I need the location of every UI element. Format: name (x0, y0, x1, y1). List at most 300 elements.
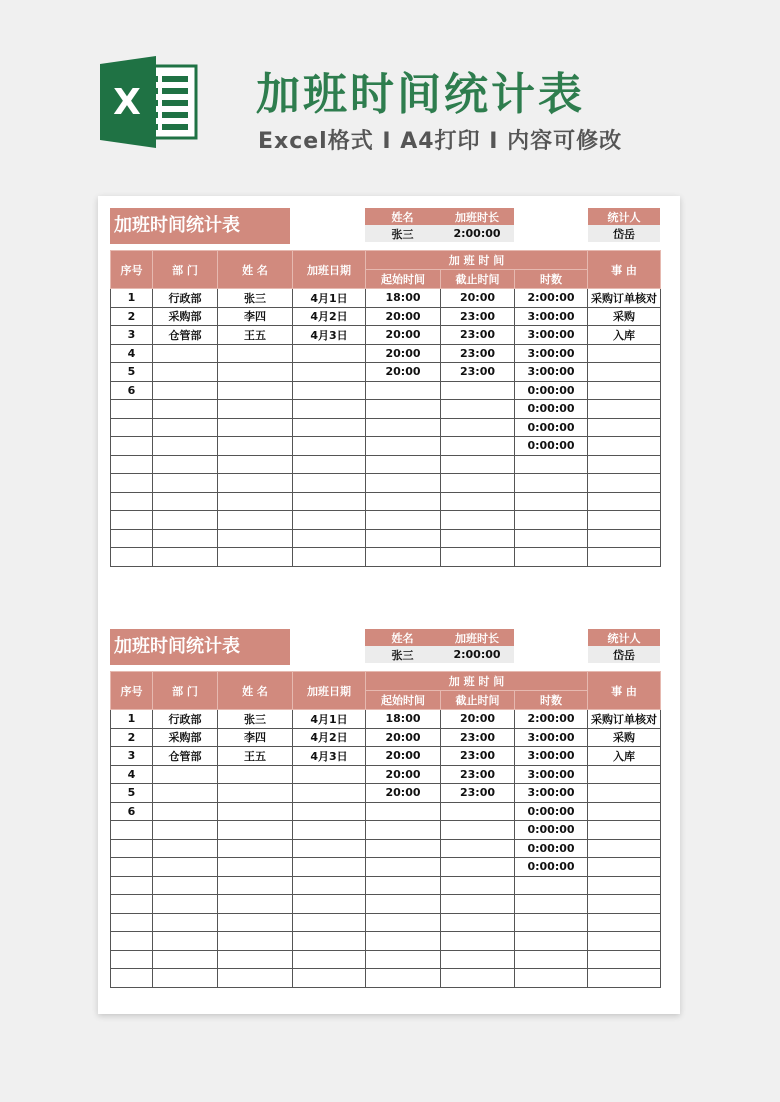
cell-name[interactable] (218, 548, 293, 567)
cell-start[interactable] (366, 548, 441, 567)
cell-seq[interactable] (111, 492, 153, 511)
cell-end[interactable]: 23:00 (441, 326, 515, 345)
cell-name[interactable] (218, 950, 293, 969)
cell-reason[interactable] (588, 418, 661, 437)
col-header-seq: 序号 (111, 672, 153, 710)
cell-start[interactable]: 20:00 (366, 307, 441, 326)
cell-date[interactable] (293, 895, 366, 914)
cell-reason[interactable] (588, 784, 661, 803)
cell-dept[interactable] (153, 950, 218, 969)
table-row (111, 326, 661, 345)
cell-name[interactable] (218, 455, 293, 474)
cell-dept[interactable] (153, 474, 218, 493)
cell-hours[interactable]: 0:00:00 (515, 437, 588, 456)
cell-name[interactable] (218, 876, 293, 895)
cell-reason[interactable] (588, 400, 661, 419)
cell-date[interactable] (293, 969, 366, 988)
cell-dept[interactable] (153, 821, 218, 840)
cell-reason[interactable]: 采购订单核对 (588, 710, 661, 729)
cell-hours[interactable]: 0:00:00 (515, 821, 588, 840)
cell-name[interactable] (218, 969, 293, 988)
table-row (111, 418, 661, 437)
cell-start[interactable] (366, 839, 441, 858)
cell-reason[interactable] (588, 821, 661, 840)
cell-name[interactable] (218, 858, 293, 877)
cell-hours[interactable] (515, 529, 588, 548)
cell-date[interactable]: 4月3日 (293, 747, 366, 766)
cell-date[interactable] (293, 529, 366, 548)
cell-start[interactable]: 18:00 (366, 710, 441, 729)
cell-date[interactable] (293, 381, 366, 400)
cell-reason[interactable] (588, 802, 661, 821)
cell-start[interactable] (366, 381, 441, 400)
cell-reason[interactable] (588, 492, 661, 511)
cell-name[interactable] (218, 529, 293, 548)
overtime-table (110, 250, 661, 567)
info-value-stat-person[interactable]: 岱岳 (588, 646, 660, 663)
cell-reason[interactable] (588, 932, 661, 951)
cell-name[interactable] (218, 784, 293, 803)
cell-dept[interactable] (153, 765, 218, 784)
cell-name[interactable]: 王五 (218, 747, 293, 766)
cell-hours[interactable]: 3:00:00 (515, 363, 588, 382)
cell-date[interactable] (293, 492, 366, 511)
cell-date[interactable] (293, 821, 366, 840)
cell-dept[interactable] (153, 529, 218, 548)
table-row (111, 289, 661, 308)
info-name-duration (365, 629, 514, 663)
col-header-overtime: 加 班 时 间 (366, 672, 588, 691)
cell-start[interactable]: 20:00 (366, 765, 441, 784)
cell-end[interactable] (441, 802, 515, 821)
cell-seq[interactable]: 3 (111, 747, 153, 766)
cell-end[interactable]: 23:00 (441, 784, 515, 803)
cell-start[interactable] (366, 932, 441, 951)
col-header-reason: 事 由 (588, 251, 661, 289)
cell-reason[interactable] (588, 474, 661, 493)
cell-seq[interactable] (111, 839, 153, 858)
cell-start[interactable] (366, 802, 441, 821)
cell-date[interactable]: 4月2日 (293, 307, 366, 326)
cell-start[interactable] (366, 876, 441, 895)
info-value-name[interactable]: 张三 (365, 646, 440, 663)
cell-seq[interactable] (111, 858, 153, 877)
cell-start[interactable]: 20:00 (366, 344, 441, 363)
cell-date[interactable] (293, 932, 366, 951)
cell-start[interactable]: 20:00 (366, 326, 441, 345)
cell-reason[interactable] (588, 765, 661, 784)
table-row (111, 932, 661, 951)
info-value-stat-person[interactable]: 岱岳 (588, 225, 660, 242)
cell-reason[interactable]: 采购订单核对 (588, 289, 661, 308)
col-header-dept: 部 门 (153, 672, 218, 710)
cell-hours[interactable]: 3:00:00 (515, 307, 588, 326)
cell-dept[interactable] (153, 344, 218, 363)
cell-end[interactable]: 23:00 (441, 307, 515, 326)
cell-dept[interactable] (153, 400, 218, 419)
cell-name[interactable] (218, 437, 293, 456)
cell-name[interactable] (218, 400, 293, 419)
cell-seq[interactable] (111, 821, 153, 840)
cell-date[interactable] (293, 400, 366, 419)
cell-end[interactable] (441, 474, 515, 493)
cell-end[interactable]: 20:00 (441, 289, 515, 308)
cell-end[interactable] (441, 821, 515, 840)
cell-dept[interactable] (153, 492, 218, 511)
overtime-form-2 (110, 617, 660, 977)
cell-seq[interactable] (111, 529, 153, 548)
cell-name[interactable] (218, 802, 293, 821)
cell-dept[interactable] (153, 858, 218, 877)
cell-dept[interactable]: 仓管部 (153, 326, 218, 345)
cell-reason[interactable]: 采购 (588, 728, 661, 747)
cell-seq[interactable] (111, 548, 153, 567)
cell-hours[interactable]: 0:00:00 (515, 418, 588, 437)
cell-start[interactable]: 20:00 (366, 747, 441, 766)
cell-end[interactable] (441, 548, 515, 567)
cell-reason[interactable] (588, 913, 661, 932)
table-row (111, 710, 661, 729)
col-header-start: 起始时间 (366, 270, 441, 289)
cell-dept[interactable] (153, 913, 218, 932)
cell-dept[interactable] (153, 932, 218, 951)
cell-name[interactable] (218, 511, 293, 530)
cell-start[interactable] (366, 950, 441, 969)
cell-name[interactable]: 张三 (218, 710, 293, 729)
cell-dept[interactable] (153, 363, 218, 382)
cell-seq[interactable]: 5 (111, 363, 153, 382)
cell-hours[interactable]: 2:00:00 (515, 710, 588, 729)
table-row (111, 492, 661, 511)
cell-date[interactable] (293, 858, 366, 877)
cell-seq[interactable]: 4 (111, 765, 153, 784)
cell-date[interactable] (293, 344, 366, 363)
cell-hours[interactable]: 0:00:00 (515, 858, 588, 877)
info-value-duration[interactable]: 2:00:00 (440, 225, 514, 242)
info-label-stat-person: 统计人 (588, 208, 660, 225)
cell-hours[interactable]: 3:00:00 (515, 784, 588, 803)
cell-start[interactable] (366, 400, 441, 419)
cell-start[interactable] (366, 455, 441, 474)
cell-end[interactable]: 23:00 (441, 728, 515, 747)
cell-dept[interactable] (153, 895, 218, 914)
cell-name[interactable] (218, 895, 293, 914)
cell-end[interactable]: 23:00 (441, 363, 515, 382)
cell-date[interactable] (293, 455, 366, 474)
cell-hours[interactable]: 0:00:00 (515, 400, 588, 419)
cell-reason[interactable]: 采购 (588, 307, 661, 326)
table-row (111, 858, 661, 877)
cell-hours[interactable]: 0:00:00 (515, 802, 588, 821)
cell-hours[interactable] (515, 932, 588, 951)
table-row (111, 950, 661, 969)
cell-dept[interactable] (153, 381, 218, 400)
cell-start[interactable] (366, 437, 441, 456)
cell-name[interactable]: 王五 (218, 326, 293, 345)
table-row (111, 363, 661, 382)
cell-dept[interactable] (153, 802, 218, 821)
cell-date[interactable] (293, 363, 366, 382)
cell-end[interactable] (441, 858, 515, 877)
cell-hours[interactable]: 3:00:00 (515, 747, 588, 766)
table-row (111, 765, 661, 784)
cell-hours[interactable] (515, 511, 588, 530)
cell-reason[interactable]: 入库 (588, 747, 661, 766)
table-row (111, 344, 661, 363)
cell-reason[interactable] (588, 895, 661, 914)
cell-end[interactable] (441, 895, 515, 914)
cell-hours[interactable] (515, 913, 588, 932)
cell-reason[interactable] (588, 876, 661, 895)
cell-seq[interactable] (111, 895, 153, 914)
col-header-reason: 事 由 (588, 672, 661, 710)
cell-seq[interactable]: 1 (111, 710, 153, 729)
cell-start[interactable] (366, 492, 441, 511)
cell-dept[interactable]: 仓管部 (153, 747, 218, 766)
cell-hours[interactable]: 3:00:00 (515, 728, 588, 747)
table-row (111, 821, 661, 840)
col-header-seq: 序号 (111, 251, 153, 289)
info-label-name: 姓名 (365, 208, 440, 225)
table-row (111, 511, 661, 530)
cell-seq[interactable] (111, 950, 153, 969)
cell-end[interactable]: 20:00 (441, 710, 515, 729)
cell-start[interactable] (366, 474, 441, 493)
cell-end[interactable] (441, 839, 515, 858)
info-label-stat-person: 统计人 (588, 629, 660, 646)
excel-logo-icon (100, 56, 200, 148)
cell-name[interactable] (218, 418, 293, 437)
cell-reason[interactable] (588, 548, 661, 567)
cell-seq[interactable] (111, 474, 153, 493)
cell-name[interactable] (218, 492, 293, 511)
cell-start[interactable] (366, 511, 441, 530)
cell-reason[interactable] (588, 437, 661, 456)
cell-seq[interactable] (111, 913, 153, 932)
document-sheet (98, 196, 680, 1014)
cell-end[interactable] (441, 876, 515, 895)
cell-start[interactable]: 20:00 (366, 728, 441, 747)
info-value-duration[interactable]: 2:00:00 (440, 646, 514, 663)
cell-end[interactable] (441, 913, 515, 932)
cell-seq[interactable] (111, 455, 153, 474)
cell-end[interactable]: 23:00 (441, 765, 515, 784)
cell-hours[interactable]: 3:00:00 (515, 765, 588, 784)
cell-date[interactable] (293, 950, 366, 969)
cell-dept[interactable] (153, 784, 218, 803)
page-header (0, 0, 780, 190)
cell-date[interactable]: 4月2日 (293, 728, 366, 747)
cell-date[interactable] (293, 784, 366, 803)
cell-seq[interactable] (111, 418, 153, 437)
cell-start[interactable]: 20:00 (366, 363, 441, 382)
cell-end[interactable] (441, 492, 515, 511)
cell-start[interactable]: 18:00 (366, 289, 441, 308)
cell-date[interactable]: 4月1日 (293, 289, 366, 308)
cell-dept[interactable]: 行政部 (153, 710, 218, 729)
cell-hours[interactable]: 3:00:00 (515, 344, 588, 363)
cell-dept[interactable] (153, 511, 218, 530)
cell-hours[interactable] (515, 548, 588, 567)
cell-start[interactable] (366, 529, 441, 548)
cell-start[interactable] (366, 895, 441, 914)
info-name-duration (365, 208, 514, 242)
cell-seq[interactable]: 4 (111, 344, 153, 363)
cell-end[interactable] (441, 529, 515, 548)
cell-end[interactable]: 23:00 (441, 344, 515, 363)
cell-name[interactable] (218, 821, 293, 840)
cell-dept[interactable]: 行政部 (153, 289, 218, 308)
cell-date[interactable] (293, 418, 366, 437)
cell-seq[interactable]: 2 (111, 307, 153, 326)
cell-date[interactable] (293, 876, 366, 895)
cell-dept[interactable]: 采购部 (153, 307, 218, 326)
cell-seq[interactable]: 6 (111, 381, 153, 400)
table-row (111, 784, 661, 803)
cell-hours[interactable] (515, 895, 588, 914)
cell-reason[interactable] (588, 381, 661, 400)
cell-name[interactable] (218, 765, 293, 784)
cell-hours[interactable]: 3:00:00 (515, 326, 588, 345)
col-header-hours: 时数 (515, 270, 588, 289)
cell-hours[interactable] (515, 950, 588, 969)
cell-name[interactable] (218, 839, 293, 858)
cell-end[interactable] (441, 969, 515, 988)
table-row (111, 895, 661, 914)
cell-hours[interactable] (515, 474, 588, 493)
cell-reason[interactable] (588, 455, 661, 474)
cell-seq[interactable] (111, 969, 153, 988)
cell-seq[interactable]: 2 (111, 728, 153, 747)
table-row (111, 437, 661, 456)
cell-end[interactable]: 23:00 (441, 747, 515, 766)
cell-dept[interactable]: 采购部 (153, 728, 218, 747)
cell-date[interactable] (293, 511, 366, 530)
cell-name[interactable] (218, 381, 293, 400)
cell-dept[interactable] (153, 437, 218, 456)
sheet-title-badge: 加班时间统计表 (110, 629, 290, 665)
cell-date[interactable] (293, 548, 366, 567)
cell-reason[interactable] (588, 344, 661, 363)
cell-name[interactable] (218, 344, 293, 363)
cell-start[interactable] (366, 913, 441, 932)
cell-hours[interactable]: 2:00:00 (515, 289, 588, 308)
cell-hours[interactable]: 0:00:00 (515, 381, 588, 400)
cell-start[interactable]: 20:00 (366, 784, 441, 803)
cell-date[interactable] (293, 765, 366, 784)
cell-seq[interactable]: 1 (111, 289, 153, 308)
cell-seq[interactable]: 6 (111, 802, 153, 821)
table-row (111, 455, 661, 474)
overtime-table (110, 671, 661, 988)
overtime-form-1 (110, 196, 660, 556)
cell-date[interactable]: 4月3日 (293, 326, 366, 345)
svg-text:X: X (113, 82, 141, 123)
cell-start[interactable] (366, 858, 441, 877)
table-row (111, 728, 661, 747)
cell-date[interactable] (293, 839, 366, 858)
page-title: 加班时间统计表 (256, 69, 585, 120)
cell-end[interactable] (441, 381, 515, 400)
cell-seq[interactable] (111, 511, 153, 530)
cell-name[interactable] (218, 474, 293, 493)
table-row (111, 802, 661, 821)
cell-start[interactable] (366, 418, 441, 437)
cell-reason[interactable] (588, 858, 661, 877)
cell-dept[interactable] (153, 839, 218, 858)
cell-date[interactable] (293, 802, 366, 821)
cell-hours[interactable] (515, 876, 588, 895)
cell-date[interactable]: 4月1日 (293, 710, 366, 729)
table-row (111, 307, 661, 326)
cell-reason[interactable] (588, 511, 661, 530)
cell-name[interactable] (218, 913, 293, 932)
cell-reason[interactable] (588, 969, 661, 988)
info-label-name: 姓名 (365, 629, 440, 646)
cell-date[interactable] (293, 474, 366, 493)
cell-reason[interactable] (588, 839, 661, 858)
cell-name[interactable] (218, 932, 293, 951)
cell-reason[interactable] (588, 363, 661, 382)
table-row (111, 400, 661, 419)
cell-dept[interactable] (153, 969, 218, 988)
cell-end[interactable] (441, 932, 515, 951)
col-header-date: 加班日期 (293, 251, 366, 289)
cell-reason[interactable] (588, 529, 661, 548)
cell-seq[interactable] (111, 437, 153, 456)
cell-hours[interactable] (515, 455, 588, 474)
cell-dept[interactable] (153, 418, 218, 437)
cell-date[interactable] (293, 437, 366, 456)
cell-name[interactable]: 张三 (218, 289, 293, 308)
info-stat-person (588, 629, 660, 663)
cell-end[interactable] (441, 950, 515, 969)
cell-end[interactable] (441, 455, 515, 474)
table-row (111, 913, 661, 932)
page-subtitle: Excel格式 I A4打印 I 内容可修改 (258, 129, 623, 154)
cell-seq[interactable]: 5 (111, 784, 153, 803)
table-row (111, 969, 661, 988)
cell-dept[interactable] (153, 455, 218, 474)
info-label-duration: 加班时长 (440, 208, 514, 225)
cell-end[interactable] (441, 400, 515, 419)
cell-hours[interactable]: 0:00:00 (515, 839, 588, 858)
cell-seq[interactable] (111, 876, 153, 895)
cell-date[interactable] (293, 913, 366, 932)
col-header-hours: 时数 (515, 691, 588, 710)
cell-reason[interactable]: 入库 (588, 326, 661, 345)
cell-hours[interactable] (515, 492, 588, 511)
cell-dept[interactable] (153, 876, 218, 895)
cell-seq[interactable]: 3 (111, 326, 153, 345)
cell-name[interactable] (218, 363, 293, 382)
cell-end[interactable] (441, 511, 515, 530)
cell-hours[interactable] (515, 969, 588, 988)
cell-name[interactable]: 李四 (218, 307, 293, 326)
cell-start[interactable] (366, 969, 441, 988)
cell-end[interactable] (441, 418, 515, 437)
cell-seq[interactable] (111, 400, 153, 419)
info-value-name[interactable]: 张三 (365, 225, 440, 242)
table-row (111, 474, 661, 493)
col-header-date: 加班日期 (293, 672, 366, 710)
cell-name[interactable]: 李四 (218, 728, 293, 747)
cell-seq[interactable] (111, 932, 153, 951)
cell-end[interactable] (441, 437, 515, 456)
cell-reason[interactable] (588, 950, 661, 969)
cell-start[interactable] (366, 821, 441, 840)
cell-dept[interactable] (153, 548, 218, 567)
